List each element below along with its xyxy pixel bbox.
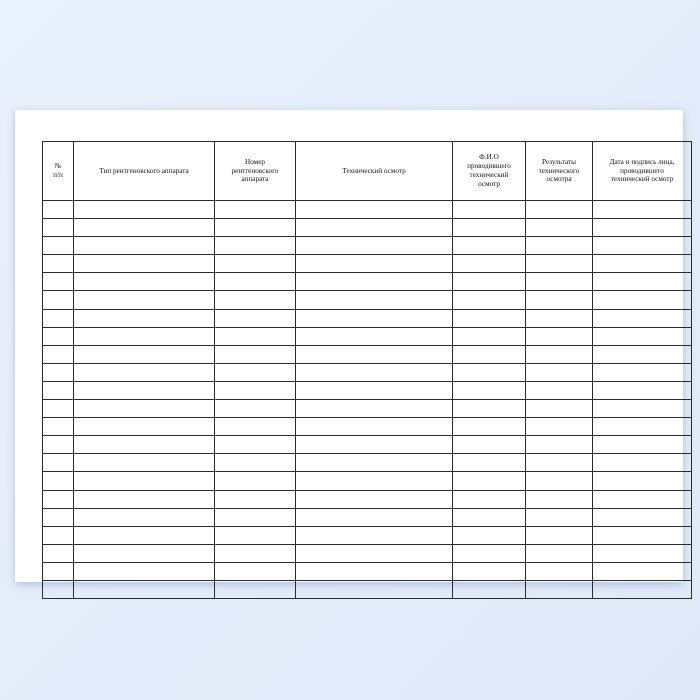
table-cell-results[interactable] <box>526 490 593 508</box>
table-cell-sign[interactable] <box>593 345 692 363</box>
table-row <box>43 580 692 598</box>
table-row <box>43 345 692 363</box>
table-cell-num[interactable] <box>43 544 74 562</box>
table-row <box>43 381 692 399</box>
table-cell-results[interactable] <box>526 237 593 255</box>
table-cell-device_number[interactable] <box>215 454 296 472</box>
table-row <box>43 327 692 345</box>
table-container <box>42 141 675 599</box>
table-cell-fio[interactable] <box>453 291 526 309</box>
table-cell-sign[interactable] <box>593 418 692 436</box>
table-cell-num[interactable] <box>43 508 74 526</box>
table-cell-inspection[interactable] <box>296 436 453 454</box>
table-row <box>43 508 692 526</box>
table-cell-fio[interactable] <box>453 436 526 454</box>
table-cell-inspection[interactable] <box>296 418 453 436</box>
table-cell-inspection[interactable] <box>296 454 453 472</box>
table-cell-sign[interactable] <box>593 544 692 562</box>
table-row <box>43 291 692 309</box>
table-cell-type[interactable] <box>74 273 215 291</box>
table-cell-inspection[interactable] <box>296 400 453 418</box>
table-cell-sign[interactable] <box>593 562 692 580</box>
table-cell-type[interactable] <box>74 436 215 454</box>
table-row <box>43 544 692 562</box>
table-cell-inspection[interactable] <box>296 381 453 399</box>
table-cell-sign[interactable] <box>593 219 692 237</box>
table-cell-inspection[interactable] <box>296 562 453 580</box>
table-cell-sign[interactable] <box>593 291 692 309</box>
table-cell-fio[interactable] <box>453 273 526 291</box>
table-cell-sign[interactable] <box>593 454 692 472</box>
table-cell-sign[interactable] <box>593 526 692 544</box>
column-header-num-line1: № <box>54 162 62 171</box>
table-cell-device_number[interactable] <box>215 400 296 418</box>
table-cell-results[interactable] <box>526 363 593 381</box>
table-cell-results[interactable] <box>526 327 593 345</box>
table-row <box>43 237 692 255</box>
table-cell-inspection[interactable] <box>296 508 453 526</box>
table-cell-results[interactable] <box>526 436 593 454</box>
table-cell-fio[interactable] <box>453 345 526 363</box>
table-row <box>43 363 692 381</box>
table-cell-num[interactable] <box>43 201 74 219</box>
table-cell-fio[interactable] <box>453 381 526 399</box>
table-cell-device_number[interactable] <box>215 309 296 327</box>
table-cell-device_number[interactable] <box>215 273 296 291</box>
table-cell-results[interactable] <box>526 255 593 273</box>
table-cell-device_number[interactable] <box>215 472 296 490</box>
table-cell-fio[interactable] <box>453 544 526 562</box>
table-cell-inspection[interactable] <box>296 490 453 508</box>
table-cell-num[interactable] <box>43 255 74 273</box>
table-cell-device_number[interactable] <box>215 255 296 273</box>
table-cell-type[interactable] <box>74 309 215 327</box>
column-header-fio-line3: технический <box>469 171 509 179</box>
table-cell-type[interactable] <box>74 363 215 381</box>
column-header-device-number-line1: Номер <box>245 157 265 166</box>
table-row <box>43 490 692 508</box>
column-header-fio <box>453 142 526 201</box>
table-header-row <box>43 142 692 201</box>
table-cell-type[interactable] <box>74 454 215 472</box>
table-cell-results[interactable] <box>526 454 593 472</box>
table-cell-fio[interactable] <box>453 400 526 418</box>
table-cell-inspection[interactable] <box>296 544 453 562</box>
table-cell-num[interactable] <box>43 345 74 363</box>
table-cell-device_number[interactable] <box>215 327 296 345</box>
table-cell-sign[interactable] <box>593 472 692 490</box>
column-header-num-line2: п/п <box>53 171 63 179</box>
column-header-inspection-line1: Технический осмотр <box>342 166 406 175</box>
table-cell-sign[interactable] <box>593 508 692 526</box>
table-row <box>43 562 692 580</box>
table-cell-device_number[interactable] <box>215 291 296 309</box>
column-header-results-line1: Результаты <box>542 157 576 166</box>
column-header-device-number-line3: аппарата <box>241 175 269 184</box>
table-cell-type[interactable] <box>74 219 215 237</box>
table-row <box>43 454 692 472</box>
table-cell-num[interactable] <box>43 562 74 580</box>
table-cell-device_number[interactable] <box>215 436 296 454</box>
table-row <box>43 273 692 291</box>
table-cell-num[interactable] <box>43 273 74 291</box>
table-cell-sign[interactable] <box>593 363 692 381</box>
table-cell-num[interactable] <box>43 363 74 381</box>
table-row <box>43 309 692 327</box>
table-cell-fio[interactable] <box>453 237 526 255</box>
table-cell-sign[interactable] <box>593 255 692 273</box>
table-cell-fio[interactable] <box>453 526 526 544</box>
table-cell-device_number[interactable] <box>215 345 296 363</box>
table-cell-inspection[interactable] <box>296 363 453 381</box>
table-cell-type[interactable] <box>74 418 215 436</box>
table-cell-type[interactable] <box>74 327 215 345</box>
table-cell-fio[interactable] <box>453 309 526 327</box>
table-cell-sign[interactable] <box>593 237 692 255</box>
table-cell-fio[interactable] <box>453 363 526 381</box>
table-cell-sign[interactable] <box>593 381 692 399</box>
table-cell-inspection[interactable] <box>296 580 453 598</box>
column-header-fio-line4: осмотр <box>478 179 500 188</box>
table-cell-results[interactable] <box>526 562 593 580</box>
table-cell-inspection[interactable] <box>296 273 453 291</box>
table-row <box>43 472 692 490</box>
table-cell-device_number[interactable] <box>215 418 296 436</box>
table-cell-sign[interactable] <box>593 201 692 219</box>
column-header-type <box>74 142 215 201</box>
table-row <box>43 436 692 454</box>
table-cell-type[interactable] <box>74 490 215 508</box>
table-cell-inspection[interactable] <box>296 309 453 327</box>
table-cell-results[interactable] <box>526 201 593 219</box>
table-body <box>43 201 692 599</box>
table-cell-device_number[interactable] <box>215 526 296 544</box>
table-cell-results[interactable] <box>526 309 593 327</box>
table-cell-type[interactable] <box>74 544 215 562</box>
column-header-type-line1: Тип рентгеновского аппарата <box>99 166 189 175</box>
table-cell-device_number[interactable] <box>215 562 296 580</box>
table-cell-results[interactable] <box>526 345 593 363</box>
table-cell-results[interactable] <box>526 291 593 309</box>
column-header-signature-line1: Дата и подпись лица, <box>609 157 675 166</box>
table-cell-type[interactable] <box>74 255 215 273</box>
column-header-fio-line1: Ф.И.О <box>479 153 499 162</box>
table-cell-fio[interactable] <box>453 580 526 598</box>
table-cell-results[interactable] <box>526 273 593 291</box>
table-cell-fio[interactable] <box>453 490 526 508</box>
column-header-signature-line3: технический осмотр <box>610 175 674 184</box>
table-cell-results[interactable] <box>526 400 593 418</box>
table-cell-fio[interactable] <box>453 454 526 472</box>
table-cell-inspection[interactable] <box>296 291 453 309</box>
table-cell-device_number[interactable] <box>215 490 296 508</box>
table-cell-type[interactable] <box>74 201 215 219</box>
column-header-fio-line2: проводившего <box>467 162 511 171</box>
table-cell-num[interactable] <box>43 418 74 436</box>
table-cell-num[interactable] <box>43 400 74 418</box>
table-cell-sign[interactable] <box>593 309 692 327</box>
table-cell-num[interactable] <box>43 381 74 399</box>
column-header-results-line2: технического <box>538 166 580 175</box>
table-row <box>43 201 692 219</box>
table-cell-type[interactable] <box>74 237 215 255</box>
table-cell-device_number[interactable] <box>215 381 296 399</box>
table-cell-device_number[interactable] <box>215 508 296 526</box>
table-cell-results[interactable] <box>526 219 593 237</box>
table-cell-fio[interactable] <box>453 327 526 345</box>
table-cell-inspection[interactable] <box>296 526 453 544</box>
table-cell-type[interactable] <box>74 562 215 580</box>
table-cell-inspection[interactable] <box>296 327 453 345</box>
table-cell-num[interactable] <box>43 580 74 598</box>
table-cell-device_number[interactable] <box>215 544 296 562</box>
column-header-num <box>43 142 74 201</box>
table-cell-results[interactable] <box>526 508 593 526</box>
document-page <box>15 110 683 582</box>
column-header-results-line3: осмотра <box>546 175 572 184</box>
table-cell-num[interactable] <box>43 472 74 490</box>
table-cell-num[interactable] <box>43 436 74 454</box>
table-cell-type[interactable] <box>74 580 215 598</box>
column-header-results <box>526 142 593 201</box>
table-cell-type[interactable] <box>74 472 215 490</box>
table-cell-fio[interactable] <box>453 508 526 526</box>
table-cell-device_number[interactable] <box>215 363 296 381</box>
table-cell-sign[interactable] <box>593 490 692 508</box>
table-cell-num[interactable] <box>43 526 74 544</box>
table-row <box>43 400 692 418</box>
column-header-inspection <box>296 142 453 201</box>
table-cell-type[interactable] <box>74 291 215 309</box>
inspection-register-table <box>42 141 692 599</box>
table-cell-results[interactable] <box>526 580 593 598</box>
column-header-signature <box>593 142 692 201</box>
table-cell-device_number[interactable] <box>215 201 296 219</box>
table-cell-sign[interactable] <box>593 400 692 418</box>
table-cell-fio[interactable] <box>453 219 526 237</box>
table-cell-fio[interactable] <box>453 472 526 490</box>
table-cell-results[interactable] <box>526 381 593 399</box>
table-cell-device_number[interactable] <box>215 237 296 255</box>
table-row <box>43 526 692 544</box>
table-header <box>43 142 692 201</box>
table-cell-inspection[interactable] <box>296 345 453 363</box>
table-cell-type[interactable] <box>74 526 215 544</box>
table-cell-device_number[interactable] <box>215 219 296 237</box>
table-cell-sign[interactable] <box>593 273 692 291</box>
column-header-device-number <box>215 142 296 201</box>
table-cell-type[interactable] <box>74 381 215 399</box>
table-row <box>43 255 692 273</box>
table-cell-fio[interactable] <box>453 255 526 273</box>
table-cell-sign[interactable] <box>593 327 692 345</box>
table-row <box>43 418 692 436</box>
table-cell-num[interactable] <box>43 291 74 309</box>
table-row <box>43 219 692 237</box>
table-cell-num[interactable] <box>43 454 74 472</box>
table-cell-inspection[interactable] <box>296 237 453 255</box>
table-cell-num[interactable] <box>43 219 74 237</box>
table-cell-type[interactable] <box>74 400 215 418</box>
table-cell-sign[interactable] <box>593 436 692 454</box>
table-cell-num[interactable] <box>43 309 74 327</box>
table-cell-sign[interactable] <box>593 580 692 598</box>
table-cell-inspection[interactable] <box>296 472 453 490</box>
table-cell-type[interactable] <box>74 345 215 363</box>
table-cell-num[interactable] <box>43 327 74 345</box>
table-cell-results[interactable] <box>526 544 593 562</box>
table-cell-inspection[interactable] <box>296 255 453 273</box>
table-cell-inspection[interactable] <box>296 219 453 237</box>
table-cell-inspection[interactable] <box>296 201 453 219</box>
column-header-signature-line2: проводившего <box>620 166 664 175</box>
table-cell-results[interactable] <box>526 418 593 436</box>
table-cell-results[interactable] <box>526 526 593 544</box>
table-cell-results[interactable] <box>526 472 593 490</box>
table-cell-fio[interactable] <box>453 201 526 219</box>
table-cell-num[interactable] <box>43 490 74 508</box>
table-cell-fio[interactable] <box>453 418 526 436</box>
column-header-device-number-line2: рентгеновского <box>231 166 279 175</box>
table-cell-type[interactable] <box>74 508 215 526</box>
table-cell-fio[interactable] <box>453 562 526 580</box>
table-cell-device_number[interactable] <box>215 580 296 598</box>
table-cell-num[interactable] <box>43 237 74 255</box>
